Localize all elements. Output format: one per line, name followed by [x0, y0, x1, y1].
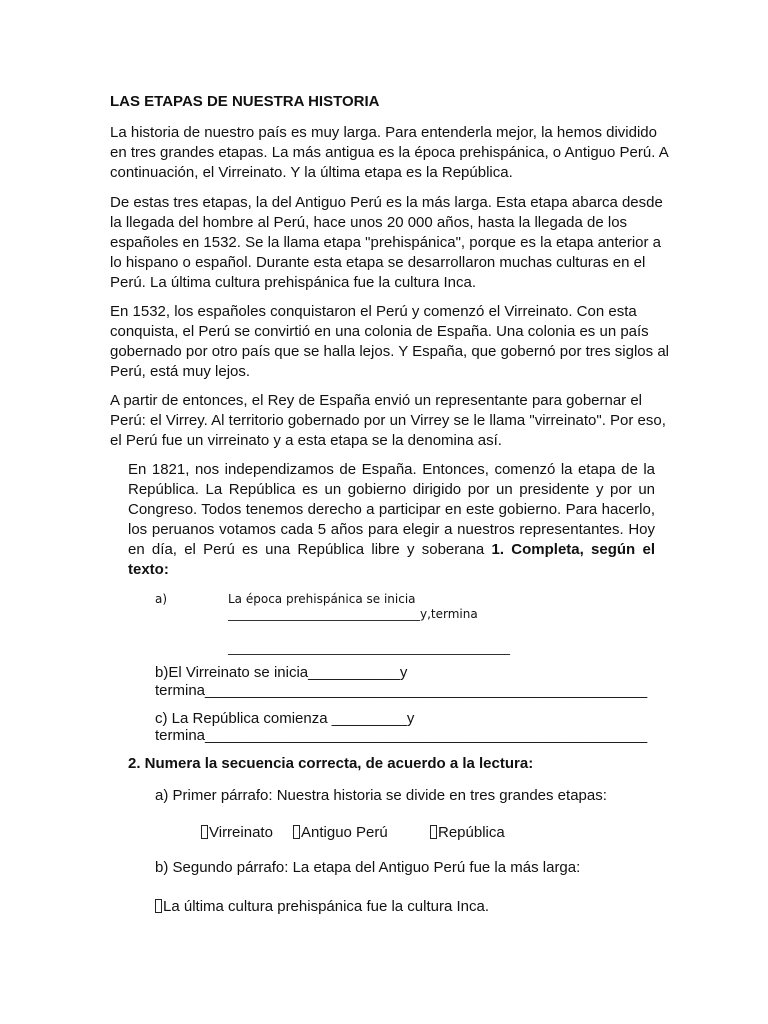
- paragraph-virrey: A partir de entonces, el Rey de España envió un representante para gobernar el Perú: el Virrey. Al territorio gobernado por un Virrey se le llama "virreinato". Por eso, el Perú fue un virreinato y a esta etapa se la denomina así.: [110, 392, 666, 449]
- option-label: Virreinato: [209, 824, 273, 841]
- exercise1-b-line1[interactable]: b)El Virreinato se inicia___________y: [155, 664, 408, 681]
- exercise1-a-blank1[interactable]: ________________________________y,termina: [228, 607, 478, 621]
- exercise1-b-line2[interactable]: termina_____________________________________________________: [155, 682, 648, 699]
- option-label: Antiguo Perú: [301, 824, 388, 841]
- option-label: República: [438, 824, 505, 841]
- exercise1-heading: 1. Completa, según el texto:: [128, 541, 655, 578]
- exercise2-a-prompt: a) Primer párrafo: Nuestra historia se divide en tres grandes etapas:: [155, 787, 607, 804]
- option-virreinato[interactable]: [201, 824, 273, 841]
- checkbox-icon[interactable]: [155, 899, 162, 913]
- exercise1-a-line1: La época prehispánica se inicia: [228, 592, 416, 606]
- exercise1-c-line1[interactable]: c) La República comienza _________y: [155, 710, 415, 727]
- exercise2-heading: 2. Numera la secuencia correcta, de acuerdo a la lectura:: [128, 755, 534, 772]
- option-cultura-inca[interactable]: [155, 898, 489, 915]
- exercise2-b-prompt: b) Segundo párrafo: La etapa del Antiguo Perú fue la más larga:: [155, 859, 581, 876]
- exercise1-c-line2[interactable]: termina_____________________________________________________: [155, 727, 648, 744]
- option-antiguo-peru[interactable]: [293, 824, 388, 841]
- paragraph-virreinato: En 1532, los españoles conquistaron el Perú y comenzó el Virreinato. Con esta conquista, el Perú se convirtió en una colonia de España. Una colonia es un país gobernado por otro país que se halla lejos. Y España, que gobernó por tres siglos al Perú, está muy lejos.: [110, 303, 669, 380]
- option-republica[interactable]: [430, 824, 505, 841]
- checkbox-icon[interactable]: [293, 825, 300, 839]
- paragraph-republica-text: En 1821, nos independizamos de España. Entonces, comenzó la etapa de la República. La República es un gobierno dirigido por un presidente y por un Congreso. Todos tenemos derecho a participar en este gobierno. Para hacerlo, los peruanos votamos cada 5 años para elegir a nuestros representantes. Hoy en día, el Perú es una República libre y soberana: [128, 461, 655, 558]
- paragraph-republica: [128, 460, 655, 580]
- checkbox-icon[interactable]: [430, 825, 437, 839]
- checkbox-icon[interactable]: [201, 825, 208, 839]
- exercise1-a-blank2[interactable]: _______________________________________________: [228, 641, 510, 655]
- page-title: LAS ETAPAS DE NUESTRA HISTORIA: [110, 93, 380, 110]
- option-label: La última cultura prehispánica fue la cultura Inca.: [163, 898, 490, 915]
- exercise1-a-label: a): [155, 592, 168, 606]
- paragraph-intro: La historia de nuestro país es muy larga. Para entenderla mejor, la hemos dividido en tres grandes etapas. La más antigua es la época prehispánica, o Antiguo Perú. A continuación, el Virreinato. Y la última etapa es la República.: [110, 124, 668, 181]
- paragraph-antiguo-peru: De estas tres etapas, la del Antiguo Perú es la más larga. Esta etapa abarca desde la llegada del hombre al Perú, hace unos 20 000 años, hasta la llegada de los españoles en 1532. Se la llama etapa "prehispánica", porque es la etapa anterior a lo hispano o español. Durante esta etapa se desarrollaron muchas culturas en el Perú. La última cultura prehispánica fue la cultura Inca.: [110, 194, 663, 291]
